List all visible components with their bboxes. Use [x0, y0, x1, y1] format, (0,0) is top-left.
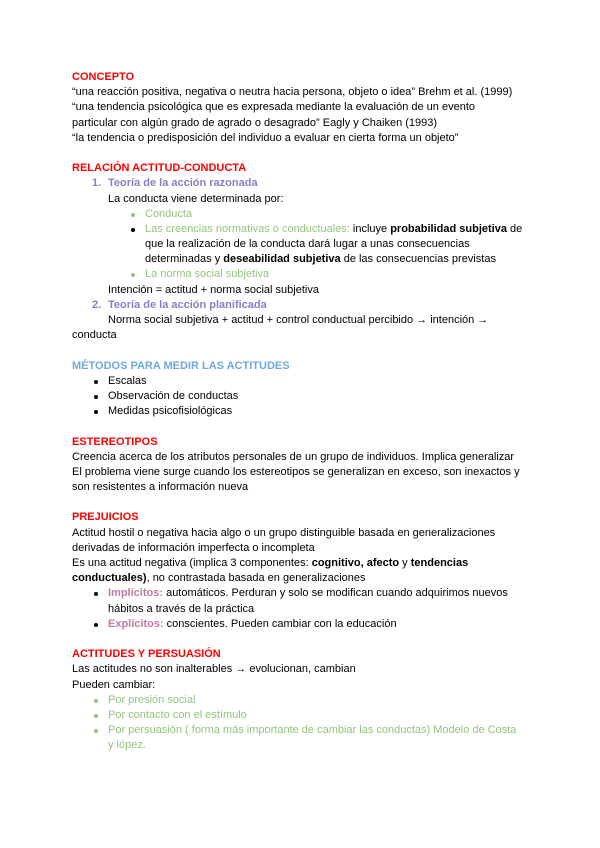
theory-title: Teoría de la acción planificada — [108, 298, 267, 311]
text: conscientes. Pueden cambiar con la educación — [163, 617, 397, 630]
bold-term: deseabilidad subjetiva — [223, 253, 341, 266]
blank-line — [72, 495, 542, 510]
text-line: Las actitudes no son inalterables → evolucionan, cambian — [72, 663, 356, 676]
document-content — [72, 70, 542, 753]
text-line: conducta — [72, 329, 117, 342]
definition-line: particular con algún grado de agrado o desagrado” Eagly y Chaiken (1993) — [72, 116, 438, 129]
heading-relacion: RELACIÓN ACTITUD-CONDUCTA — [72, 162, 247, 175]
bullet-item — [72, 267, 542, 282]
bullet-icon — [131, 228, 135, 232]
text: de las consecuencias previstas — [340, 253, 496, 266]
text: , no contrastada basada en generalizaciones — [146, 572, 366, 585]
definition-line: “la tendencia o predisposición del individuo a evaluar en cierta forma un objeto” — [72, 131, 459, 144]
text-line: Actitud hostil o negativa hacia algo o un grupo distinguible basada en generalizaciones — [72, 526, 496, 539]
bullet-item — [72, 222, 542, 237]
numbered-item-1 — [72, 176, 542, 191]
bullet-icon — [94, 714, 98, 718]
text-line: Pueden cambiar: — [72, 678, 156, 691]
text-line — [72, 252, 542, 267]
text-line: Creencia acerca de los atributos personales de un grupo de individuos. Implica generalizar — [72, 450, 515, 463]
numbered-item-2 — [72, 298, 542, 313]
bullet-item — [72, 404, 542, 419]
definition-line: “una tendencia psicológica que es expresada mediante la evaluación de un evento — [72, 101, 476, 114]
text-line — [72, 571, 542, 586]
bullet-item — [72, 389, 542, 404]
bullet-text: Por contacto con el estímulo — [108, 708, 247, 721]
text: de — [506, 222, 523, 235]
theory-title: Teoría de la acción razonada — [108, 177, 258, 190]
text: incluye — [349, 222, 391, 235]
number-marker: 1. — [92, 177, 102, 190]
text: determinadas y — [145, 253, 224, 266]
bullet-text: Observación de conductas — [108, 389, 239, 402]
text-line — [72, 556, 542, 571]
bullet-text: La norma social subjetiva — [145, 268, 270, 281]
heading-persuasion: ACTITUDES Y PERSUASIÓN — [72, 648, 221, 661]
bold-term: tendencias — [410, 557, 469, 569]
bullet-label: Las creencias normativas o conductuales: — [145, 222, 350, 235]
text-line: Norma social subjetiva + actitud + control conductual percibido → intención → — [108, 314, 489, 326]
number-marker: 2. — [92, 298, 102, 311]
definition-line: “una reacción positiva, negativa o neutra hacia persona, objeto o idea” Brehm et al. (1999) — [72, 86, 513, 99]
text-line: son resistentes a información nueva — [72, 481, 249, 494]
heading-concepto: CONCEPTO — [72, 71, 135, 83]
blank-line — [72, 343, 542, 358]
bullet-icon — [131, 273, 135, 277]
text: y — [399, 557, 411, 569]
bullet-item — [72, 374, 542, 389]
bullet-item — [72, 693, 542, 708]
heading-metodos: MÉTODOS PARA MEDIR LAS ACTITUDES — [72, 359, 290, 372]
bullet-icon — [94, 592, 98, 596]
bullet-label: Explícitos: — [108, 617, 164, 630]
bullet-item — [72, 708, 542, 723]
text-line: El problema viene surge cuando los estereotipos se generalizan en exceso, son inexactos y — [72, 465, 520, 478]
bullet-icon — [94, 380, 98, 384]
blank-line — [72, 419, 542, 434]
text: automáticos. Perduran y solo se modifican cuando adquirimos nuevos — [163, 587, 508, 600]
bullet-label: Implícitos: — [108, 587, 164, 600]
bullet-text: Medidas psicofisiológicas — [108, 405, 233, 418]
bullet-icon — [94, 729, 98, 733]
heading-prejuicios: PREJUICIOS — [72, 511, 139, 524]
bold-term: conductuales) — [72, 572, 147, 585]
text-line: derivadas de información imperfecta o incompleta — [72, 541, 315, 554]
bullet-text: Por persuasión ( forma más importante de cambiar las conductas) Modelo de Costa — [108, 724, 517, 737]
bullet-icon — [94, 410, 98, 414]
text-line: y lópez. — [108, 739, 146, 752]
bullet-item — [72, 723, 542, 738]
bullet-item — [72, 586, 542, 601]
heading-estereotipos: ESTEREOTIPOS — [72, 435, 158, 448]
text-line: La conducta viene determinada por: — [108, 192, 284, 205]
bullet-icon — [131, 213, 135, 217]
blank-line — [72, 632, 542, 647]
bullet-item — [72, 207, 542, 222]
bullet-icon — [94, 699, 98, 703]
text-line: hábitos a través de la práctica — [108, 602, 255, 615]
bullet-icon — [94, 395, 98, 399]
bullet-text: Escalas — [108, 374, 147, 387]
text-line: que la realización de la conducta dará lugar a unas consecuencias — [145, 238, 470, 251]
text: Es una actitud negativa (implica 3 componentes: — [72, 557, 312, 569]
bullet-icon — [94, 623, 98, 627]
blank-line — [72, 146, 542, 161]
bullet-item — [72, 617, 542, 632]
bullet-text: Por presión social — [108, 693, 196, 706]
bold-term: cognitivo, afecto — [311, 557, 400, 569]
text-line: Intención = actitud + norma social subjetiva — [108, 283, 319, 296]
bullet-text: Conducta — [145, 207, 193, 220]
bold-term: probabilidad subjetiva — [390, 222, 507, 235]
